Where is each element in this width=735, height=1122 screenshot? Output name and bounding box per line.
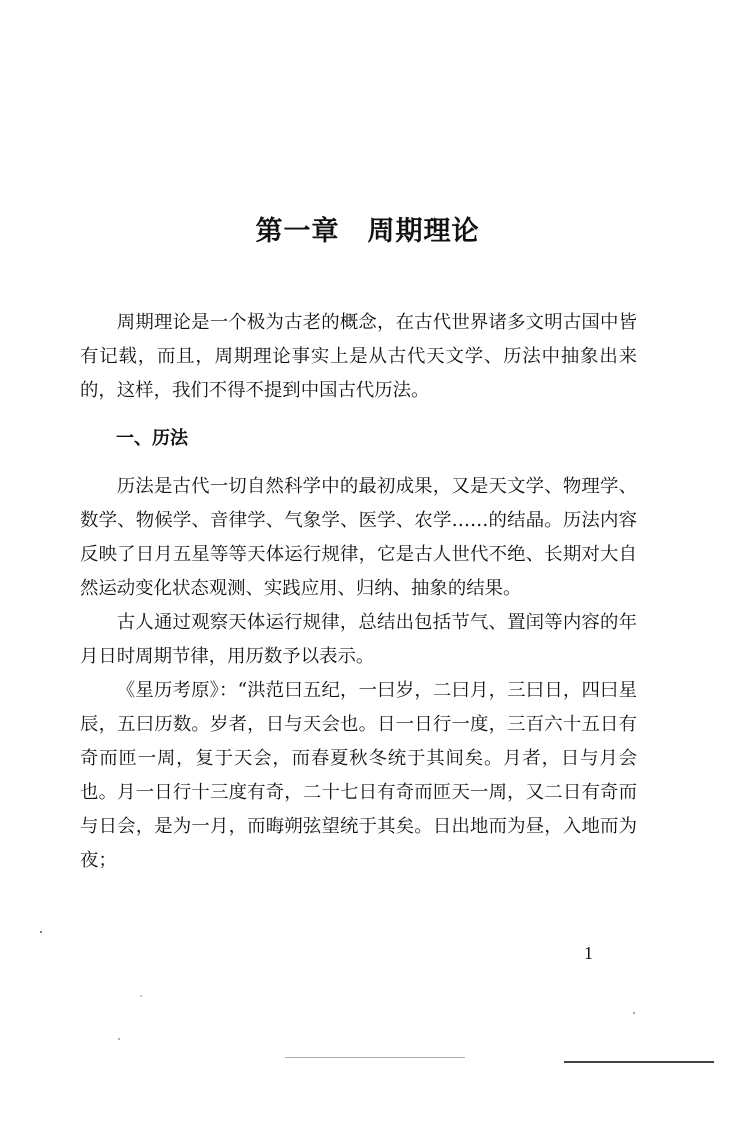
section-heading: 一、历法 [116, 428, 188, 449]
page-body [80, 306, 637, 878]
scan-artifact-speck [633, 1012, 635, 1014]
page-number: 1 [584, 943, 593, 963]
quotation-paragraph: 《星历考原》：“洪范曰五纪，一曰岁，二曰月，三曰日，四曰星辰，五曰历数。岁者，日与天会也。日一日行一度，三百六十五日有奇而匝一周，复于天会，而春夏秋冬统于其间矣。月者，日与月会也。月一日行十三度有奇，二十七日有奇而匝天一周，又二日有奇而与日会，是为一月，而晦朔弦望统于其矣。日出地而为昼，入地而为夜； [80, 680, 637, 871]
observation-paragraph: 古人通过观察天体运行规律，总结出包括节气、置闰等内容的年月日时周期节律，用历数予以表示。 [80, 612, 637, 667]
chapter-title: 第一章 周期理论 [255, 216, 480, 247]
scan-artifact-speck [140, 995, 142, 997]
calendar-paragraph: 历法是古代一切自然科学中的最初成果，又是天文学、物理学、数学、物候学、音律学、气象学、医学、农学……的结晶。历法内容反映了日月五星等等天体运行规律，它是古人世代不绝、长期对大自然运动变化状态观测、实践应用、归纳、抽象的结果。 [80, 476, 637, 599]
scan-artifact-speck [40, 931, 42, 933]
scan-artifact-speck [118, 1038, 120, 1040]
intro-paragraph: 周期理论是一个极为古老的概念，在古代世界诸多文明古国中皆有记载，而且，周期理论事实上是从古代天文学、历法中抽象出来的，这样，我们不得不提到中国古代历法。 [80, 312, 637, 401]
scan-artifact-line [285, 1057, 465, 1058]
scan-artifact-line [564, 1061, 714, 1063]
